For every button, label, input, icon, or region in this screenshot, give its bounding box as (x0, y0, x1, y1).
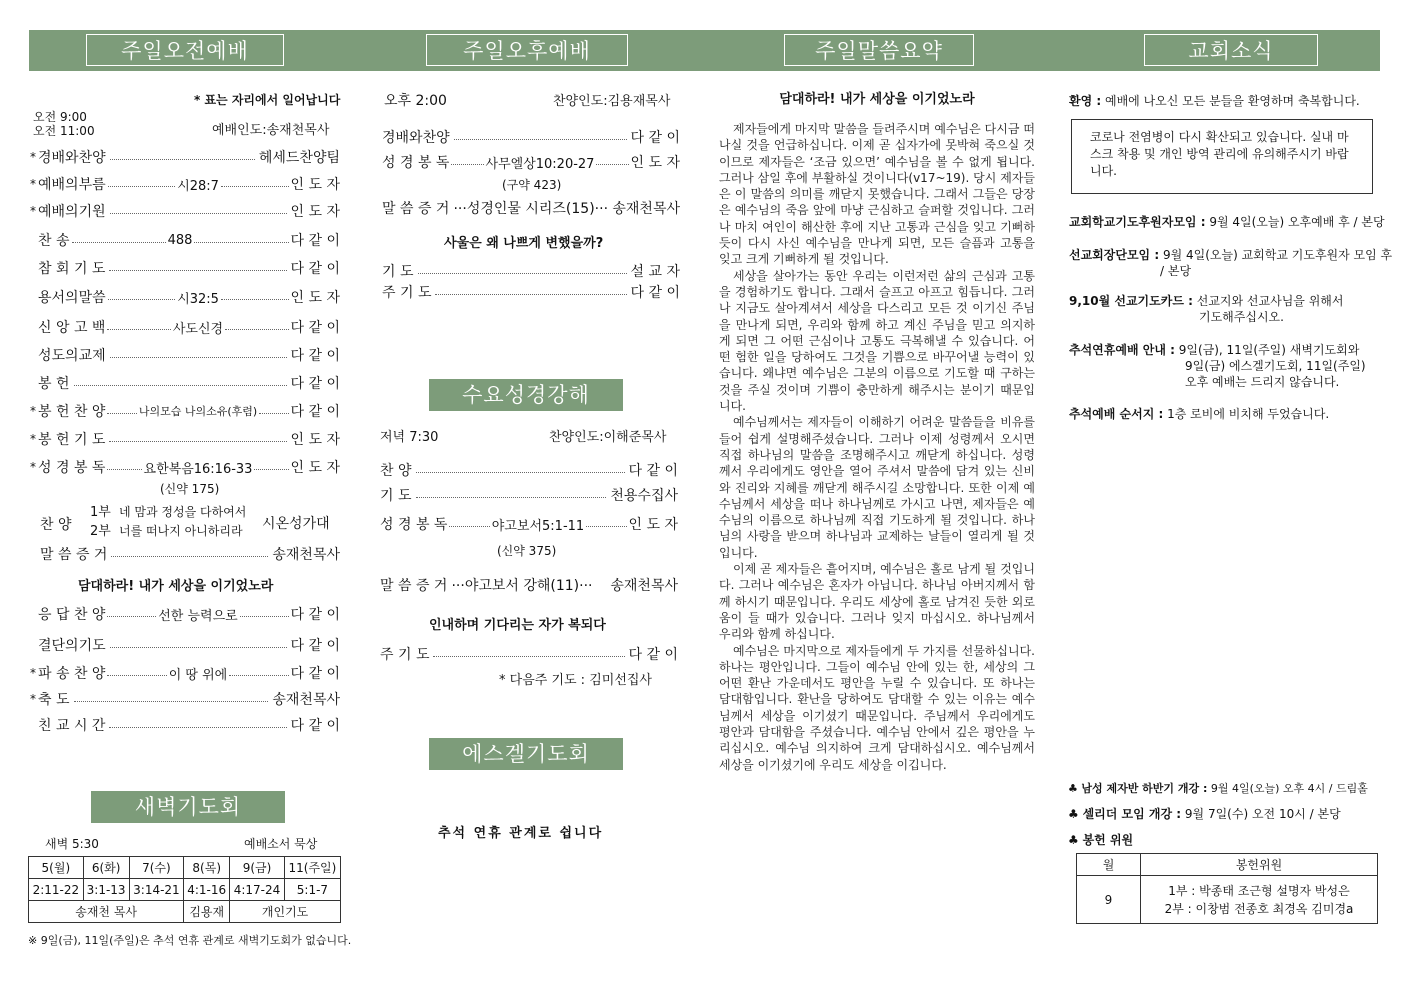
order-responsible: 인 도 자 (290, 432, 340, 448)
club-icon: ♣ (1068, 833, 1079, 847)
choir-part-2: 2부 (90, 524, 111, 539)
order-label: 봉 헌 기 도 (38, 432, 106, 448)
wednesday-sermon-series-text: 야고보서 강해(11) (464, 578, 580, 594)
header-afternoon: 주일오후예배 (426, 34, 628, 66)
order-detail (105, 403, 290, 419)
scripture-note: (신약 175) (160, 482, 220, 496)
morning-time-2: 오전 11:00 (33, 124, 95, 138)
dawn-table (28, 856, 341, 923)
dawn-verse: 3:14-21 (129, 879, 184, 901)
order-label: 경배와찬양 (382, 130, 450, 146)
leader-dots (109, 441, 286, 442)
order-detail (106, 175, 291, 194)
wednesday-time: 저녁 7:30 (380, 430, 439, 445)
news-item-4 (1069, 342, 1366, 390)
order-detail (105, 318, 290, 337)
afternoon-sermon-series-text: 성경인물 시리즈(15) (466, 201, 595, 217)
order-label: 용서의말씀 (38, 290, 106, 306)
order-detail-text: 나의모습 나의소유(후렴) (138, 405, 258, 418)
order-row (30, 202, 340, 220)
leader-dots (433, 656, 624, 657)
stand-note: * 표는 자리에서 일어납니다 (194, 93, 341, 107)
offering-row (1077, 876, 1378, 924)
dawn-note: ※ 9일(금), 11일(주일)은 추석 연휴 관계로 새벽기도회가 없습니다. (28, 934, 352, 947)
order-label: 찬 송 (38, 233, 70, 249)
order-label: 축 도 (38, 692, 70, 708)
order-responsible: 천용수집사 (610, 488, 678, 504)
offering-line-1: 1부 : 박종태 조근형 설명자 박성은 (1168, 883, 1350, 898)
club-icon: ♣ (1068, 782, 1078, 795)
dawn-days-row (29, 857, 341, 879)
offering-table (1076, 853, 1378, 924)
morning-leader: 예배인도:송재천목사 (212, 123, 330, 138)
offering-header-row (1077, 854, 1378, 876)
order-detail-text: 선한 능력으로 (158, 608, 238, 624)
order-label: 주 기 도 (382, 285, 432, 301)
order-row (30, 605, 340, 623)
order-responsible: 설 교 자 (630, 264, 680, 280)
sermon-row-preacher: 송재천목사 (272, 547, 340, 563)
welcome-label: 환영 : (1069, 94, 1102, 108)
leader-dots (418, 273, 627, 274)
dawn-day: 7(수) (129, 857, 184, 879)
leader-dots (110, 357, 287, 358)
dawn-day: 9(금) (230, 857, 285, 879)
choir-song-1: 네 맘과 정성을 다하여서 (119, 505, 247, 519)
order-row (30, 402, 340, 420)
leader-dots (111, 556, 268, 557)
order-responsible: 다 같 이 (290, 607, 340, 623)
choir-label: 찬 양 (40, 517, 72, 533)
order-responsible: 다 같 이 (290, 261, 340, 277)
order-row (30, 636, 340, 654)
sermon-paragraph: 제자들에게 마지막 말씀을 들려주시며 예수님은 다시금 떠나실 것을 언급하십니다. 이제 곧 십자가에 못박혀 죽으실 것이므로 제자들은 ‘조금 있으면’ 예수님을 볼 수 없게 됩니다. 그러나 삼일 후에 부활하실 것이니다(v17~19). 당시 제자들은 이 말씀의 의미를 깨닫지 못했습니다. 그래서 그들은 당장은 예수님의 죽음 앞에 마냥 근심하고 슬퍼할 것입니다. 그러나 마치 여인이 해산한 후에 지난 고통과 근심을 잊고 기뻐하듯이 다시 사신 예수님을 만나게 되면, 모든 슬픔과 고통을 잊고 크게 기뻐하게 될 것입니다. (719, 122, 1035, 267)
dawn-verse: 5:1-7 (284, 879, 340, 901)
sermon-paragraph: 세상을 살아가는 동안 우리는 이런저런 삶의 근심과 고통을 경험하기도 합니다. 그래서 슬프고 아프고 힘듭니다. 그러나 지금도 살아계셔서 세상을 다스리고 모든 것 이기신 주님을 만나게 되면, 우리와 함께 하고 계신 주님을 믿고 의지하게 되면 그 어떤 근심이나 고통도 극복해낼 수 있습니다. 어떤 험한 일을 당하여도 그것을 기쁨으로 바꾸어낼 능력이 있습니다. 왜냐면 예수님은 그분의 이름으로 기도할 때 구하는 것을 주실 것이며 기쁨이 충만하게 해주시는 분이기 때문입니다. (719, 268, 1035, 414)
stand-marker: * (30, 404, 36, 418)
order-row (30, 148, 340, 166)
summary-title: 담대하라! 내가 세상을 이기었노라 (779, 92, 975, 107)
order-row (382, 262, 680, 280)
sermon-row-label: 말 씀 증 거 (40, 547, 108, 563)
order-detail-text: 요한복음16:16-33 (143, 461, 253, 477)
news-item-text-2: 9일(금) 에스겔기도회, 11일(주일) (1185, 359, 1366, 373)
dawn-leader: 송재천 목사 (29, 901, 184, 923)
order-detail-text: 시28:7 (177, 178, 219, 194)
header-morning: 주일오전예배 (86, 34, 284, 66)
stand-marker: * (30, 692, 36, 706)
order-label: 기 도 (382, 264, 414, 280)
order-row (30, 664, 340, 682)
leader-dots (110, 213, 287, 214)
dawn-time: 새벽 5:30 (45, 837, 99, 851)
order-detail-text: 시32:5 (177, 291, 219, 307)
sermon-paragraph: 예수님은 마지막으로 제자들에게 두 가지를 선물하십니다. 하나는 평안입니다. 그들이 예수님 안에 있는 한, 세상의 그 어떤 환난 가운데서도 평안을 누릴 수 있습니다. 또 하나는 담대함입니다. 환난을 당하여도 담대할 수 있는 이유는 예수님께서 세상을 이기셨기 때문입니다. 주님께서 우리에게도 평안과 담대함을 주셨습니다. 예수님 안에서 깊은 평안을 누리십시오. 예수님 의지하여 크게 담대하십시오. 예수님께서 세상을 이기셨기에 우리도 세상을 이깁니다. (719, 643, 1035, 772)
order-label: 봉 헌 (38, 376, 70, 392)
order-responsible: 다 같 이 (290, 404, 340, 420)
wednesday-sermon-label: 말 씀 증 거 (380, 578, 448, 594)
news-item-text: 1층 로비에 비치해 두었습니다. (1167, 407, 1330, 421)
order-responsible: 다 같 이 (290, 348, 340, 364)
order-row (380, 515, 678, 533)
dawn-place: 예배소서 묵상 (244, 837, 318, 851)
news-item-text: 9월 4일(오늘) 오후예배 후 / 본당 (1209, 215, 1385, 229)
club-icon: ♣ (1068, 807, 1079, 821)
news-item-label: 교회학교기도후원자모임 : (1069, 215, 1206, 229)
order-detail (447, 515, 628, 534)
order-label: 기 도 (380, 488, 412, 504)
news-item-label: 선교회장단모임 : (1069, 248, 1160, 262)
leader-dots (109, 727, 286, 728)
leader-dots (416, 497, 607, 498)
news-item-label: 추석예배 순서지 : (1069, 407, 1164, 421)
choir-part-1: 1부 (90, 505, 111, 520)
order-row (30, 690, 340, 708)
sermon-row (40, 545, 340, 563)
order-row (30, 430, 340, 448)
order-label: 예배의기원 (38, 204, 106, 220)
order-label: 결단의기도 (38, 638, 106, 654)
dawn-day: 11(주일) (284, 857, 340, 879)
order-label: 친 교 시 간 (38, 718, 106, 734)
order-row (380, 486, 678, 504)
stand-marker: * (30, 432, 36, 446)
welcome-text: 예배에 나오신 모든 분들을 환영하며 축복합니다. (1105, 94, 1360, 108)
order-row (380, 461, 678, 479)
leader-dots (435, 294, 626, 295)
afternoon-sermon-preacher: 송재천목사 (612, 201, 680, 217)
news-item-3 (1069, 293, 1343, 325)
dawn-verse: 4:17-24 (230, 879, 285, 901)
order-label: 성 경 봉 독 (38, 460, 106, 476)
order-responsible: 인 도 자 (290, 290, 340, 306)
order-detail (105, 458, 290, 477)
order-responsible: 다 같 이 (290, 666, 340, 682)
news-item-label: 9,10월 선교기도카드 : (1069, 294, 1193, 308)
order-row (30, 288, 340, 306)
leader-dots (110, 647, 287, 648)
news-item-label: 추석연휴예배 안내 : (1069, 343, 1175, 357)
order-responsible: 다 같 이 (290, 638, 340, 654)
group-1 (1068, 780, 1368, 796)
dawn-day: 8(목) (184, 857, 230, 879)
news-item-text: 선교지와 선교사님을 위해서 (1196, 294, 1344, 308)
stand-marker: * (30, 204, 36, 218)
order-responsible: 다 같 이 (630, 285, 680, 301)
afternoon-sermon-row (382, 199, 680, 217)
leader-dots (110, 159, 255, 160)
group-label: 남성 제자반 하반기 개강 : (1081, 782, 1208, 795)
leader-dots (109, 270, 286, 271)
offering-line-2: 2부 : 이창범 전종호 최경옥 김미경a (1164, 901, 1354, 916)
offering-month: 9 (1077, 876, 1141, 924)
order-label: 파 송 찬 양 (38, 666, 106, 682)
order-row (382, 283, 680, 301)
sermon-paragraph: 예수님께서는 제자들이 이해하기 어려운 말씀들을 비유를 들어 쉽게 설명해주셨습니다. 그러나 이제 성령께서 오시면 직접 하나님의 말씀을 조명해주시고 깨닫게 하십니다. 성령께서 우리에게도 영안을 열어 주셔서 말씀에 담겨 있는 신비와 진리와 지혜를 깨닫게 해주시길 소망합니다. 또한 이제 예수님께서 세상을 떠나 하나님께로 가시고 나면, 제자들은 예수님의 이름으로 하나님께 직접 기도하게 될 것입니다. 하나님의 사랑을 받으며 하나님과 교제하는 날들이 열리게 될 것입니다. (719, 415, 1035, 560)
offering-members (1141, 876, 1378, 924)
stand-marker: * (30, 460, 36, 474)
stand-marker: * (30, 177, 36, 191)
wednesday-sermon-preacher: 송재천목사 (610, 578, 678, 594)
welcome (1069, 92, 1360, 109)
sermon-paragraph: 이제 곧 제자들은 흩어지며, 예수님은 홀로 남게 될 것입니다. 그러나 예수님은 혼자가 아닙니다. 하나님 아버지께서 함께 하시기 때문입니다. 우리도 세상에 홀로 남겨진 듯한 외로움이 들 때가 있습니다. 그러나 잊지 마십시오. 하나님께서 우리와 함께 하십니다. (719, 562, 1035, 642)
order-row (30, 175, 340, 193)
stand-marker: * (30, 666, 36, 680)
order-label: 봉 헌 찬 양 (38, 404, 106, 420)
header-sermon-summary: 주일말씀요약 (784, 34, 974, 66)
news-item-text: 9월 4일(오늘) 교회학교 기도후원자 모임 후 (1162, 248, 1393, 262)
news-item-text-2: 기도해주십시오. (1199, 310, 1284, 324)
group-text: 9월 4일(오늘) 오후 4시 / 드림홀 (1210, 782, 1368, 795)
order-responsible: 다 같 이 (290, 718, 340, 734)
wednesday-sermon-title: 인내하며 기다리는 자가 복되다 (429, 618, 606, 633)
offering-label: 봉헌 위원 (1082, 833, 1134, 847)
order-label: 성도의교제 (38, 348, 106, 364)
order-responsible: 다 같 이 (630, 130, 680, 146)
dawn-verses-row (29, 879, 341, 901)
order-detail-text: 사무엘상10:20-27 (485, 156, 595, 172)
order-responsible: 인 도 자 (628, 517, 678, 533)
order-detail (70, 233, 291, 248)
group-text: 9월 7일(수) 오전 10시 / 본당 (1184, 807, 1341, 821)
order-responsible: 인 도 자 (290, 460, 340, 476)
order-row (30, 231, 340, 249)
order-label: 성 경 봉 독 (382, 155, 450, 171)
wednesday-sermon-row (380, 576, 678, 594)
dawn-day: 5(월) (29, 857, 84, 879)
afternoon-time: 오후 2:00 (384, 93, 447, 109)
order-label: 응 답 찬 양 (38, 607, 106, 623)
order-row (30, 716, 340, 734)
group-2 (1068, 805, 1341, 822)
dawn-verse: 3:1-13 (83, 879, 129, 901)
dawn-verse: 2:11-22 (29, 879, 84, 901)
ezekiel-title: 에스겔기도회 (429, 738, 623, 770)
order-detail (105, 664, 290, 683)
order-row (382, 153, 680, 171)
news-item-5 (1069, 405, 1329, 422)
order-detail-text: 야고보서5:1-11 (491, 518, 585, 534)
choir-song-2: 너를 떠나지 아니하리라 (119, 524, 243, 538)
wednesday-leader: 찬양인도:이해준목사 (549, 430, 667, 445)
leader-dots (416, 472, 625, 473)
wednesday-lords-prayer-row (380, 645, 678, 663)
notice-text: 코로나 전염병이 다시 확산되고 있습니다. 실내 마스크 착용 및 개인 방역 관리에 유의해주시기 바랍니다. (1090, 130, 1349, 178)
leader-dots (74, 385, 287, 386)
order-label: 신 앙 고 백 (38, 320, 106, 336)
afternoon-leader: 찬양인도:김용재목사 (553, 94, 671, 109)
order-responsible: 인 도 자 (290, 204, 340, 220)
order-responsible: 다 같 이 (290, 376, 340, 392)
order-detail-text: 사도신경 (172, 321, 224, 337)
morning-time-1: 오전 9:00 (33, 110, 87, 124)
stand-marker: * (30, 150, 36, 164)
news-item-1 (1069, 213, 1385, 230)
order-row (30, 346, 340, 364)
order-detail (449, 153, 630, 172)
morning-times (33, 110, 95, 138)
group-label: 셀리더 모임 개강 : (1082, 807, 1182, 821)
order-responsible: 다 같 이 (628, 463, 678, 479)
choir-name: 시온성가대 (262, 516, 330, 532)
dawn-leader: 개인기도 (230, 901, 341, 923)
notice-box (1071, 119, 1373, 194)
order-label: 경배와찬양 (38, 150, 106, 166)
sermon-body (719, 121, 1035, 773)
wednesday-lords-prayer-right: 다 같 이 (628, 647, 678, 663)
order-label: 예배의부름 (38, 177, 106, 193)
order-detail-text: 이 땅 위에 (168, 667, 228, 683)
dawn-verse: 4:1-16 (184, 879, 230, 901)
wednesday-scripture-note: (신약 375) (497, 544, 557, 558)
afternoon-sermon-series: ···성경인물 시리즈(15)··· (453, 201, 609, 217)
offering-col-members: 봉헌위원 (1141, 854, 1378, 876)
dawn-leaders-row (29, 901, 341, 923)
order-row (30, 374, 340, 392)
dawn-title: 새벽기도회 (91, 791, 285, 823)
order-detail (105, 605, 290, 624)
offering-heading (1068, 831, 1133, 848)
order-row (30, 318, 340, 336)
morning-sermon-title: 담대하라! 내가 세상을 이기었노라 (78, 579, 274, 594)
afternoon-sermon-title: 사울은 왜 나쁘게 변했을까? (444, 236, 604, 251)
order-row (382, 128, 680, 146)
news-item-text: 9일(금), 11일(주일) 새벽기도회와 (1178, 343, 1360, 357)
news-item-2 (1069, 247, 1392, 279)
next-prayer: * 다음주 기도 : 김미선집사 (499, 673, 652, 688)
order-responsible: 다 같 이 (290, 320, 340, 336)
order-responsible: 인 도 자 (630, 155, 680, 171)
dawn-leader: 김용재 (184, 901, 230, 923)
choir-parts (90, 503, 111, 541)
dawn-day: 6(화) (83, 857, 129, 879)
wednesday-sermon-series: ···야고보서 강해(11)··· (451, 578, 593, 594)
leader-dots (74, 701, 269, 702)
order-responsible: 다 같 이 (290, 233, 340, 249)
afternoon-scripture-note: (구약 423) (502, 178, 562, 192)
order-row (30, 458, 340, 476)
order-detail (106, 288, 291, 307)
wednesday-title: 수요성경강해 (429, 379, 623, 411)
order-detail-text: 488 (167, 232, 193, 248)
order-row (30, 259, 340, 277)
order-label: 성 경 봉 독 (380, 517, 448, 533)
order-responsible: 송재천목사 (272, 692, 340, 708)
order-responsible: 인 도 자 (290, 177, 340, 193)
order-label: 찬 양 (380, 463, 412, 479)
news-item-text-2: / 본당 (1160, 264, 1192, 278)
news-item-text-3: 오후 예배는 드리지 않습니다. (1185, 375, 1340, 389)
afternoon-sermon-label: 말 씀 증 거 (382, 201, 450, 217)
order-label: 참 회 기 도 (38, 261, 106, 277)
ezekiel-note: 추석 연휴 관계로 쉽니다 (438, 826, 604, 841)
wednesday-lords-prayer-label: 주 기 도 (380, 647, 430, 663)
choir-songs (119, 503, 246, 541)
order-responsible: 헤세드찬양팀 (258, 150, 340, 166)
header-news: 교회소식 (1144, 34, 1318, 66)
offering-col-month: 월 (1077, 854, 1141, 876)
leader-dots (454, 139, 627, 140)
